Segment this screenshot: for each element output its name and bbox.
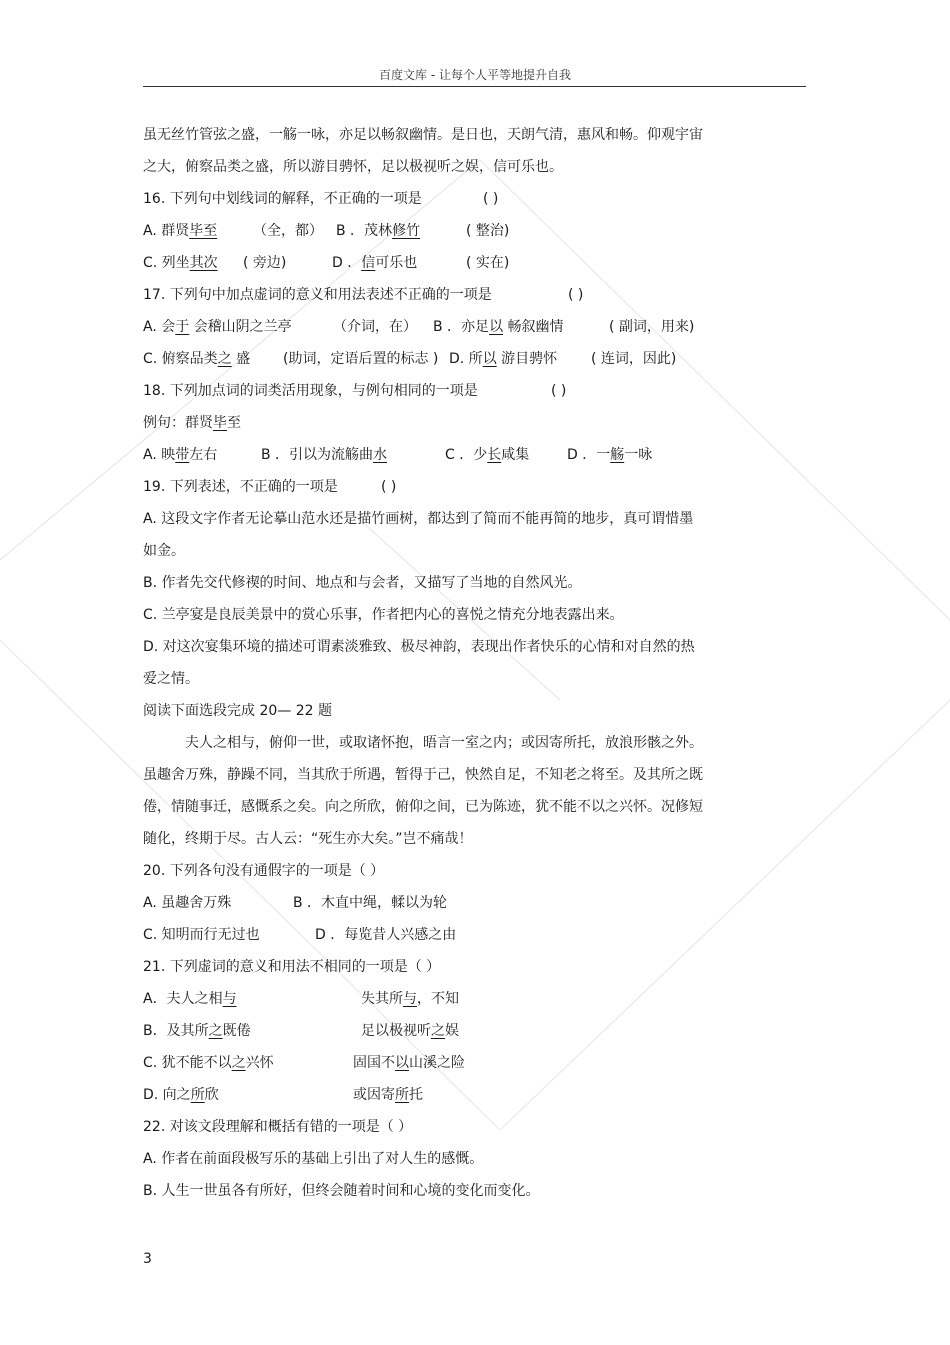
option-b: B. 人生一世虽各有所好，但终会随着时间和心境的变化而变化。 [143, 1183, 540, 1199]
question-18-options [143, 444, 763, 476]
passage2-line: 虽趣舍万殊，静躁不同，当其欣于所遇，暂得于己，怏然自足，不知老之将至。及其所之既 [143, 767, 703, 783]
question-20-options-cd [143, 924, 763, 956]
question-stem: 19. 下列表述，不正确的一项是 [143, 479, 338, 495]
option-b: B. 作者先交代修禊的时间、地点和与会者，又描写了当地的自然风光。 [143, 575, 582, 591]
question-18-example: 例句：群贤毕至 [143, 415, 241, 431]
option-b-note: ( 副词，用来) [609, 319, 695, 335]
option-a: A. 虽趣舍万殊 [143, 895, 232, 911]
option-d: D. 对这次宴集环境的描述可谓素淡雅致、极尽神韵，表现出作者快乐的心情和对自然的热 [143, 639, 695, 655]
question-21: 21. 下列虚词的意义和用法不相同的一项是（ ） [143, 959, 441, 975]
document-body [143, 124, 763, 1212]
question-20: 20. 下列各句没有通假字的一项是（ ） [143, 863, 385, 879]
question-21-option-b [143, 1020, 763, 1052]
option-a: A. 映带左右 [143, 447, 218, 463]
passage2-line: 随化，终期于尽。古人云：“死生亦大矣。”岂不痛哉！ [143, 831, 473, 847]
question-17-options-cd [143, 348, 763, 380]
option-c: C. 知明而行无过也 [143, 927, 260, 943]
option-d-left: D. 向之所欣 [143, 1087, 219, 1103]
option-b: B ．茂林修竹 [336, 223, 421, 239]
option-a: A. 会于 会稽山阴之兰亭 [143, 319, 292, 335]
answer-parens: ( ) [568, 287, 584, 303]
question-17 [143, 284, 763, 316]
option-b: B ．木直中绳，輮以为轮 [293, 895, 448, 911]
page-header: 百度文库 - 让每个人平等地提升自我 [379, 68, 571, 82]
question-stem: 17. 下列句中加点虚词的意义和用法表述不正确的一项是 [143, 287, 492, 303]
option-c-right: 固国不以山溪之险 [353, 1055, 465, 1071]
question-21-option-a [143, 988, 763, 1020]
question-19 [143, 476, 763, 508]
option-c: C. 俯察品类之 盛 [143, 351, 251, 367]
option-d-note: ( 实在) [466, 255, 510, 271]
question-16 [143, 188, 763, 220]
option-c: C. 兰亭宴是良辰美景中的赏心乐事，作者把内心的喜悦之情充分地表露出来。 [143, 607, 624, 623]
answer-parens: ( ) [551, 383, 567, 399]
option-a-cont: 如金。 [143, 543, 185, 559]
option-d: D ．信可乐也 [332, 255, 418, 271]
option-b-note: ( 整治) [466, 223, 510, 239]
option-c: C. 列坐其次 [143, 255, 218, 271]
option-a-note: （介词，在） [333, 319, 417, 335]
option-d-right: 或因寄所托 [353, 1087, 423, 1103]
option-b: B ．引以为流觞曲水 [261, 447, 388, 463]
option-c-left: C. 犹不能不以之兴怀 [143, 1055, 274, 1071]
option-a: A. 这段文字作者无论摹山范水还是描竹画树，都达到了简而不能再简的地步，真可谓惜墨 [143, 511, 694, 527]
option-c: C ．少长咸集 [445, 447, 530, 463]
question-21-option-d [143, 1084, 763, 1116]
question-stem: 18. 下列加点词的词类活用现象，与例句相同的一项是 [143, 383, 478, 399]
question-21-option-c [143, 1052, 763, 1084]
passage1-line: 虽无丝竹管弦之盛，一觞一咏，亦足以畅叙幽情。是日也，天朗气清，惠风和畅。仰观宇宙 [143, 127, 703, 143]
option-d: D. 所以 游目骋怀 [449, 351, 558, 367]
option-d-note: ( 连词，因此) [591, 351, 677, 367]
reading-instruction: 阅读下面选段完成 20— 22 题 [143, 703, 332, 719]
option-a-right: 失其所与，不知 [361, 991, 459, 1007]
option-a-left: A．夫人之相与 [143, 991, 237, 1007]
option-a: A. 群贤毕至 [143, 223, 218, 239]
answer-parens: ( ) [483, 191, 499, 207]
question-17-options-ab [143, 316, 763, 348]
question-16-options-ab [143, 220, 763, 252]
option-b-right: 足以极视听之娱 [361, 1023, 459, 1039]
option-a: A. 作者在前面段极写乐的基础上引出了对人生的感慨。 [143, 1151, 484, 1167]
option-d: D ．每览昔人兴感之由 [315, 927, 457, 943]
question-16-options-cd [143, 252, 763, 284]
option-d-cont: 爱之情。 [143, 671, 199, 687]
option-d: D ．一觞一咏 [567, 447, 653, 463]
option-b: B ．亦足以 畅叙幽情 [433, 319, 564, 335]
header-rule [143, 86, 806, 87]
question-20-options-ab [143, 892, 763, 924]
passage2-line: 倦，情随事迁，感慨系之矣。向之所欣，俯仰之间，已为陈迹，犹不能不以之兴怀。况修短 [143, 799, 703, 815]
option-b-left: B．及其所之既倦 [143, 1023, 251, 1039]
answer-parens: ( ) [381, 479, 397, 495]
option-c-note: ( 旁边) [243, 255, 287, 271]
option-a-note: （全，都） [253, 223, 323, 239]
question-stem: 16. 下列句中划线词的解释，不正确的一项是 [143, 191, 422, 207]
option-c-note: (助词，定语后置的标志 ) [283, 351, 439, 367]
page-number: 3 [143, 1251, 152, 1267]
passage2-line: 夫人之相与，俯仰一世，或取诸怀抱，晤言一室之内；或因寄所托，放浪形骸之外。 [185, 735, 703, 751]
passage1-line: 之大，俯察品类之盛，所以游目骋怀，足以极视听之娱，信可乐也。 [143, 159, 563, 175]
question-18 [143, 380, 763, 412]
question-22: 22. 对该文段理解和概括有错的一项是（ ） [143, 1119, 413, 1135]
